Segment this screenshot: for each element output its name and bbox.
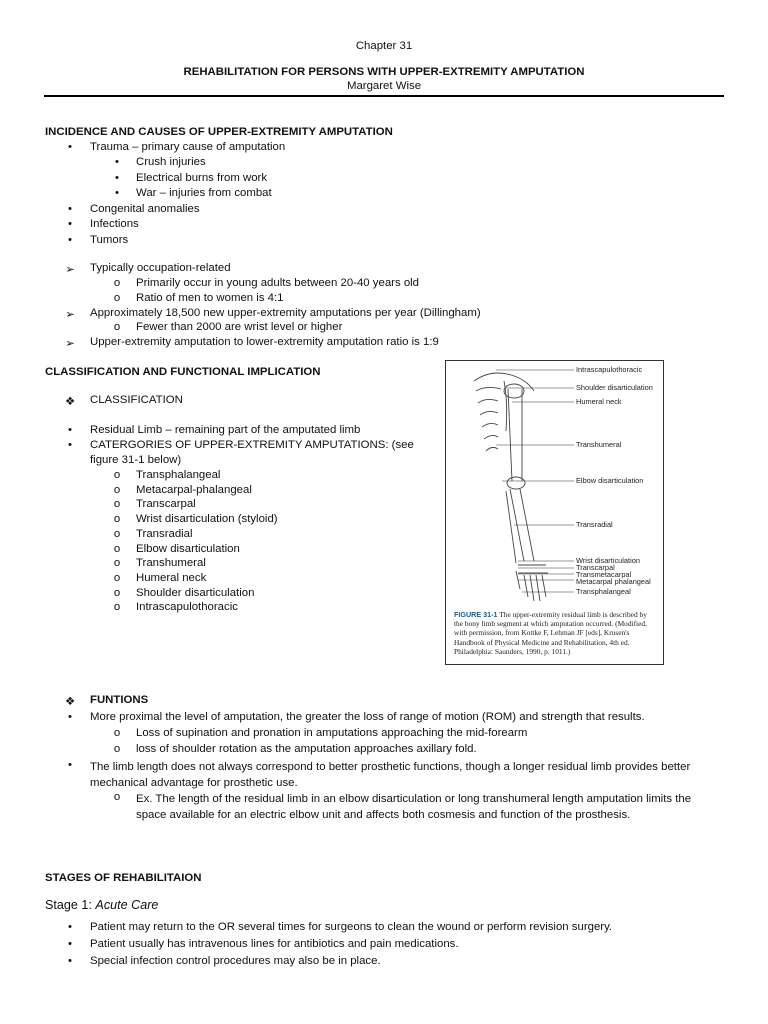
circle-bullet-icon: o (113, 292, 121, 304)
arrow-bullet-icon: ➢ (65, 309, 75, 321)
figure-label: Transmetacarpal (576, 570, 632, 579)
diamond-bullet-icon: ❖ (65, 396, 76, 408)
bullet-icon: • (68, 234, 72, 246)
circle-bullet-icon: o (113, 321, 121, 333)
list-item: More proximal the level of amputation, the greater the loss of range of motion (ROM) and strength that results. (90, 711, 645, 723)
circle-bullet-icon: o (113, 277, 121, 289)
bullet-icon: • (68, 218, 72, 230)
circle-bullet-icon: o (113, 557, 121, 570)
list-item: Electrical burns from work (136, 172, 268, 184)
list-item: Upper-extremity amputation to lower-extremity amputation ratio is 1:9 (90, 336, 439, 348)
bullet-icon: • (115, 172, 119, 184)
list-item: loss of shoulder rotation as the amputation approaches axillary fold. (136, 743, 477, 755)
figure-label: Humeral neck (576, 397, 622, 406)
list-item: Patient usually has intravenous lines for antibiotics and pain medications. (90, 938, 459, 950)
subheading-classification: CLASSIFICATION (90, 394, 183, 406)
stage-1-title (45, 898, 158, 912)
amputation-category-item: Metacarpal-phalangeal (136, 483, 252, 496)
bullet-icon: • (68, 439, 72, 451)
figure-caption (454, 610, 657, 656)
bullet-icon: • (68, 424, 72, 436)
stage-name: Acute Care (95, 898, 159, 912)
bullet-icon: • (68, 711, 72, 723)
figure-label: Transhumeral (576, 440, 622, 449)
figure-label: Intrascapulothoracic (576, 365, 643, 374)
list-item: Approximately 18,500 new upper-extremity amputations per year (Dillingham) (90, 307, 481, 319)
figure-label: Shoulder disarticulation (576, 383, 653, 392)
stage-prefix: Stage 1: (45, 898, 96, 912)
figure-label: Elbow disarticulation (576, 476, 644, 485)
arrow-bullet-icon: ➢ (65, 338, 75, 350)
figure-label: Transradial (576, 520, 613, 529)
list-item: Fewer than 2000 are wrist level or higher (136, 321, 343, 333)
list-item: CATERGORIES OF UPPER-EXTREMITY AMPUTATIONS: (see (90, 439, 414, 451)
amputation-category-item: Transphalangeal (136, 469, 221, 481)
list-item: Typically occupation-related (90, 262, 231, 274)
list-item: Infections (90, 218, 139, 230)
circle-bullet-icon: o (113, 469, 121, 481)
list-item: Congenital anomalies (90, 203, 200, 215)
bullet-icon: • (68, 955, 72, 967)
bullet-icon: • (115, 187, 119, 199)
amputation-category-item: Shoulder disarticulation (136, 586, 255, 599)
list-item: War – injuries from combat (136, 187, 272, 199)
circle-bullet-icon: o (113, 513, 121, 526)
bullet-icon: • (68, 141, 72, 153)
figure-label: Transcarpal (576, 563, 615, 572)
list-item: Loss of supination and pronation in amputations approaching the mid-forearm (136, 727, 528, 739)
list-item: Trauma – primary cause of amputation (90, 141, 286, 153)
circle-bullet-icon: o (113, 601, 121, 614)
circle-bullet-icon: o (113, 727, 121, 739)
amputation-category-item: Transhumeral (136, 557, 206, 570)
amputation-category-item: Transradial (136, 527, 193, 540)
bullet-icon: • (68, 921, 72, 933)
list-item: Ratio of men to women is 4:1 (136, 292, 284, 304)
figure-label: Wrist disarticulation (576, 556, 640, 565)
amputation-category-item: Elbow disarticulation (136, 542, 240, 555)
circle-bullet-icon: o (113, 542, 121, 555)
section-heading-stages: STAGES OF REHABILITAION (45, 872, 202, 884)
figure-31-1 (445, 360, 664, 665)
figure-caption-label: FIGURE 31-1 (454, 610, 498, 619)
circle-bullet-icon: o (113, 483, 121, 496)
section-heading-classification: CLASSIFICATION AND FUNCTIONAL IMPLICATION (45, 366, 321, 378)
amputation-category-item: Wrist disarticulation (styloid) (136, 513, 278, 526)
circle-bullet-icon: o (113, 571, 121, 584)
circle-bullet-icon: o (113, 586, 121, 599)
list-item: Residual Limb – remaining part of the amputated limb (90, 424, 361, 436)
bullet-icon: • (115, 156, 119, 168)
arrow-bullet-icon: ➢ (65, 264, 75, 276)
amputation-category-item: Intrascapulothoracic (136, 601, 238, 614)
bullet-icon: • (68, 203, 72, 215)
circle-bullet-icon: o (113, 527, 121, 540)
chapter-title: REHABILITATION FOR PERSONS WITH UPPER-EXTREMITY AMPUTATION (183, 66, 585, 78)
list-item: Crush injuries (136, 156, 206, 168)
circle-bullet-icon: o (113, 743, 121, 755)
list-item: Primarily occur in young adults between 20-40 years old (136, 277, 420, 289)
list-item: Patient may return to the OR several times for surgeons to clean the wound or perform revision surgery. (90, 921, 613, 933)
bullet-icon: • (68, 938, 72, 950)
amputation-category-item: Humeral neck (136, 571, 207, 584)
diamond-bullet-icon: ❖ (65, 696, 76, 708)
list-item-continuation: figure 31-1 below) (90, 454, 182, 466)
subheading-functions: FUNTIONS (90, 694, 149, 706)
author-name: Margaret Wise (346, 80, 422, 92)
list-item: Tumors (90, 234, 129, 246)
figure-caption-text: The upper-extremity residual limb is described by the bony limb segment at which amputation occurred. (Modified, with permission, from Kottke F, Lehman JF [eds], Krusen's Handbook of Physical Medicine and Rehabilitation, 4th ed. Philadelphia: Saunders, 1990, p. 1011.) (454, 610, 647, 656)
list-item: Special infection control procedures may also be in place. (90, 955, 381, 967)
header-rule (44, 95, 724, 97)
chapter-number: Chapter 31 (355, 40, 413, 52)
amputation-category-item: Transcarpal (136, 498, 196, 511)
list-item: Ex. The length of the residual limb in an elbow disarticulation or long transhumeral length amputation limits the space available for an electric elbow unit and affects both cosmesis and function of the prosthesis. (136, 793, 692, 821)
figure-label: Metacarpal phalangeal (576, 577, 651, 586)
circle-bullet-icon: o (113, 498, 121, 511)
figure-label: Transphalangeal (576, 587, 631, 596)
circle-bullet-icon: o (113, 791, 121, 803)
bullet-icon: • (68, 759, 72, 771)
section-heading-incidence: INCIDENCE AND CAUSES OF UPPER-EXTREMITY AMPUTATION (45, 126, 393, 138)
list-item: The limb length does not always correspond to better prosthetic functions, though a longer residual limb provides better mechanical advantage for prosthetic use. (90, 761, 691, 789)
